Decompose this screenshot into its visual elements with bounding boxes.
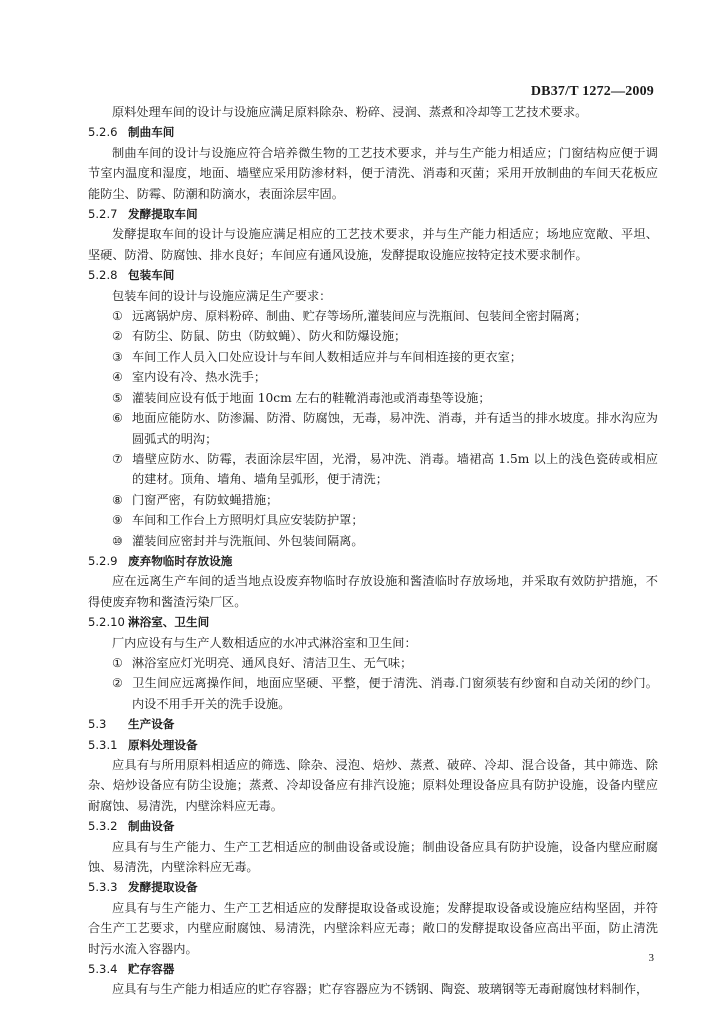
section-heading <box>88 612 658 632</box>
list-item-marker: ⑥ <box>112 411 123 426</box>
list-item-marker: ④ <box>112 370 123 385</box>
body-paragraph: 原料处理车间的设计与设施应满足原料除杂、粉碎、浸润、蒸煮和冷却等工艺技术要求。 <box>112 105 588 119</box>
list-item-text: 门窗严密，有防蚊蝇措施； <box>132 492 279 507</box>
body-paragraph: 发酵提取车间的设计与设施应满足相应的工艺技术要求，并与生产能力相适应；场地应宽敞、平坦、坚硬、防滑、防腐蚀、排水良好；车间应有通风设施，发酵提取设施应按特定技术要求制作。 <box>88 227 658 262</box>
section-heading <box>88 204 658 224</box>
list-item-text: 灌装间应设有低于地面 10cm 左右的鞋靴消毒池或消毒垫等设施； <box>132 390 491 405</box>
list-item <box>112 306 658 326</box>
list-item-text: 车间工作人员入口处应设计与车间人数相适应并与车间相连接的更衣室； <box>132 349 522 364</box>
list-item-text: 卫生间应远离操作间，地面应坚硬、平整，便于清洗、消毒.门窗须装有纱窗和自动关闭的纱门。内设不用手开关的洗手设施。 <box>132 676 658 711</box>
list-item-marker: ⑤ <box>112 390 123 405</box>
section-number: 5.3 <box>88 717 107 732</box>
body-paragraph: 应具有与生产能力相适应的贮存容器；贮存容器应为不锈钢、陶瓷、玻璃钢等无毒耐腐蚀材料制作， <box>112 982 649 997</box>
list-item-text: 室内设有冷、热水洗手； <box>132 370 267 385</box>
list-item-marker: ① <box>112 655 123 670</box>
section-heading <box>88 265 658 285</box>
list-item <box>112 510 658 530</box>
list-item-marker: ⑩ <box>112 533 123 548</box>
section-heading <box>88 735 658 755</box>
body-paragraph: 厂内应设有与生产人数相适应的水冲式淋浴室和卫生间： <box>112 635 417 650</box>
section-heading <box>88 816 658 836</box>
list-item <box>112 347 658 367</box>
body-paragraph: 应具有与生产能力、生产工艺相适应的制曲设备或设施；制曲设备应具有防护设施，设备内壁应耐腐蚀、易清洗，内壁涂料应无毒。 <box>88 839 658 875</box>
section-number: 5.2.9 <box>88 553 118 568</box>
document-code: DB37/T 1272—2009 <box>530 84 654 99</box>
list-item <box>112 408 658 449</box>
section-heading <box>88 551 658 571</box>
list-item-text: 墙壁应防水、防霉，表面涂层牢固，光滑，易冲洗、消毒。墙裙高 1.5m 以上的浅色瓷砖或相应的建材。顶角、墙角、墙角呈弧形，便于清洗； <box>132 451 658 487</box>
list-item-text: 车间和工作台上方照明灯具应安装防护罩； <box>132 513 364 528</box>
list-item-marker: ③ <box>112 349 123 364</box>
list-item <box>112 326 658 346</box>
section-number: 5.3.4 <box>88 962 118 977</box>
list-item-marker: ② <box>112 676 123 691</box>
section-number: 5.3.2 <box>88 819 118 834</box>
list-item <box>112 531 658 551</box>
list-item <box>112 653 658 673</box>
body-paragraph: 应具有与生产能力、生产工艺相适应的发酵提取设备或设施；发酵提取设备或设施应结构坚固，并符合生产工艺要求，内壁应耐腐蚀、易清洗，内壁涂料应无毒；敞口的发酵提取设备应高出平面，防止清洗时污水流入容器内。 <box>88 900 658 956</box>
list-item-marker: ① <box>112 309 123 324</box>
section-heading <box>88 122 658 142</box>
list-item-text: 有防尘、防鼠、防虫（防蚊蝇）、防火和防爆设施； <box>132 329 407 344</box>
section-title: 淋浴室、卫生间 <box>128 615 210 630</box>
section-number: 5.3.3 <box>88 880 118 895</box>
list-item-marker: ⑨ <box>112 513 123 528</box>
section-heading <box>88 959 658 979</box>
body-paragraph: 制曲车间的设计与设施应符合培养微生物的工艺技术要求，并与生产能力相适应；门窗结构应便于调节室内温度和湿度，地面、墙壁应采用防渗材料，便于清洗、消毒和灭菌；采用开放制曲的车间天花板应能防尘、防霉、防潮和防滴水，表面涂层牢固。 <box>88 145 658 201</box>
list-item-text: 淋浴室应灯光明亮、通风良好、清洁卫生、无气味； <box>132 655 413 670</box>
list-item-text: 地面应能防水、防渗漏、防滑、防腐蚀，无毒，易冲洗、消毒，并有适当的排水坡度。排水沟应为圆弧式的明沟； <box>132 411 658 446</box>
section-title: 生产设备 <box>128 717 175 732</box>
list-item <box>112 490 658 510</box>
section-title: 发酵提取设备 <box>128 880 198 895</box>
section-title: 贮存容器 <box>128 962 175 977</box>
section-title: 原料处理设备 <box>128 737 198 752</box>
section-number: 5.2.10 <box>88 615 125 630</box>
list-item <box>112 388 658 408</box>
section-heading <box>88 877 658 897</box>
section-title: 制曲车间 <box>128 125 175 140</box>
section-number: 5.2.6 <box>88 125 118 140</box>
list-item <box>112 449 658 490</box>
body-paragraph: 应具有与所用原料相适应的筛选、除杂、浸泡、焙炒、蒸煮、破碎、冷却、混合设备，其中筛选、除杂、焙炒设备应有防尘设施；蒸煮、冷却设备应有排汽设施；原料处理设备应具有防护设施，设备内壁应耐腐蚀、易清洗，内壁涂料应无毒。 <box>88 758 658 813</box>
list-item <box>112 367 658 387</box>
section-title: 包装车间 <box>128 268 175 283</box>
section-title: 发酵提取车间 <box>128 207 198 222</box>
list-item <box>112 673 658 714</box>
list-item-marker: ⑧ <box>112 492 123 507</box>
body-paragraph: 应在远离生产车间的适当地点设废弃物临时存放设施和酱渣临时存放场地，并采取有效防护措施，不得使废弃物和酱渣污染厂区。 <box>88 574 658 609</box>
list-item-marker: ⑦ <box>112 451 123 466</box>
body-paragraph: 包装车间的设计与设施应满足生产要求： <box>112 288 332 303</box>
section-number: 5.2.7 <box>88 207 118 222</box>
document-body <box>88 102 658 1000</box>
list-item-text: 灌装间应密封并与洗瓶间、外包装间隔离。 <box>132 533 364 548</box>
page-number: 3 <box>648 952 654 964</box>
section-title: 废弃物临时存放设施 <box>128 553 233 568</box>
section-heading <box>88 714 658 734</box>
list-item-marker: ② <box>112 329 123 344</box>
section-number: 5.3.1 <box>88 737 118 752</box>
section-title: 制曲设备 <box>128 819 175 834</box>
list-item-text: 远离锅炉房、原料粉碎、制曲、贮存等场所,灌装间应与洗瓶间、包装间全密封隔离； <box>132 309 587 324</box>
section-number: 5.2.8 <box>88 268 118 283</box>
